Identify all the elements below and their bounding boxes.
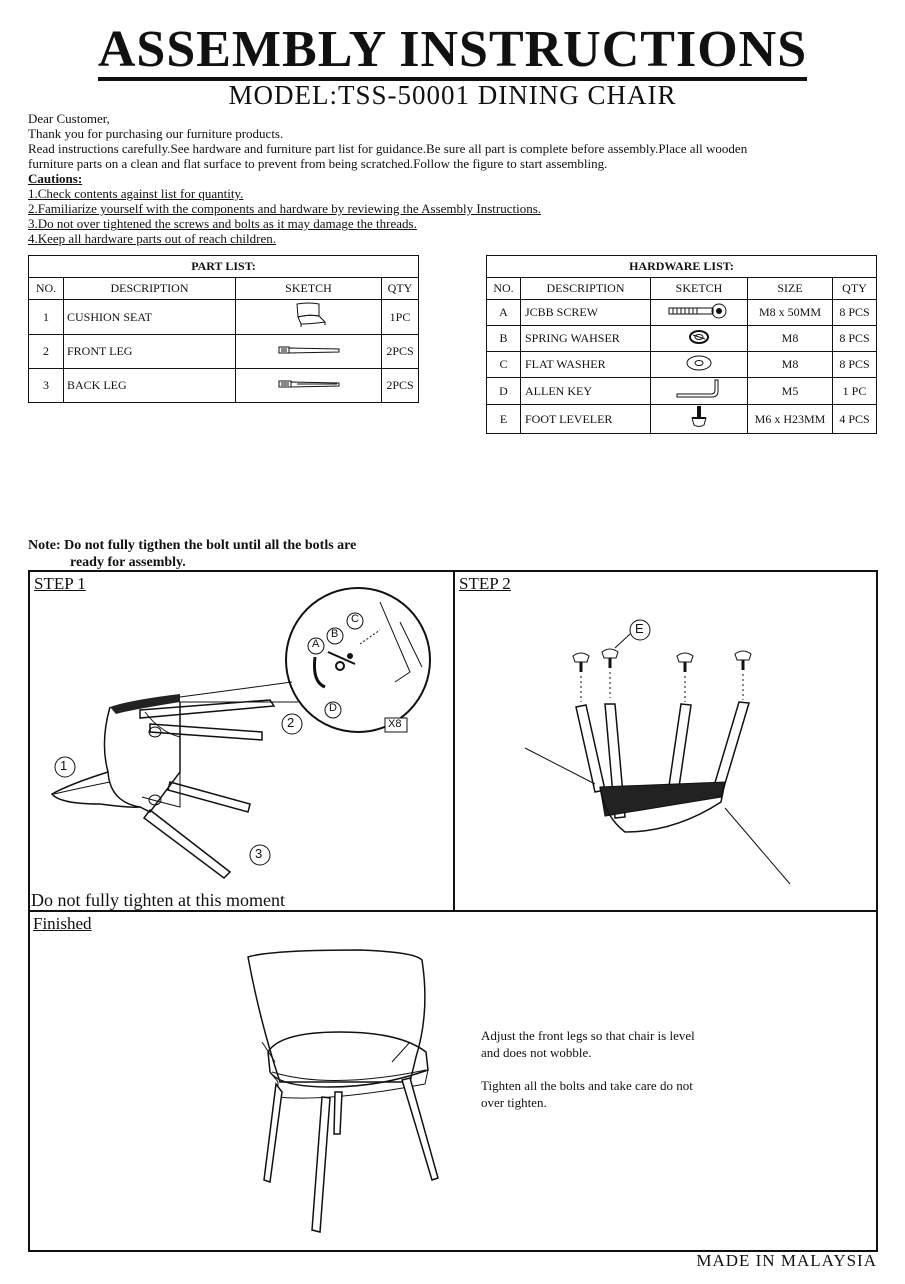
callout-2: 2 xyxy=(287,715,295,730)
table-row xyxy=(487,352,877,378)
row-qty: 8 PCS xyxy=(833,326,877,352)
row-size: M6 x H23MM xyxy=(748,405,833,434)
advice-line: Tighten all the bolts and take care do not xyxy=(481,1078,693,1093)
row-no: 1 xyxy=(29,300,64,335)
row-size: M5 xyxy=(748,378,833,405)
table-row xyxy=(487,378,877,405)
row-size: M8 xyxy=(748,352,833,378)
table-row xyxy=(29,369,419,403)
callout-c: C xyxy=(351,613,359,625)
quantity-x8: X8 xyxy=(388,718,402,730)
seat-sketch xyxy=(236,300,382,335)
row-description: SPRING WAHSER xyxy=(521,326,651,352)
header-description: DESCRIPTION xyxy=(521,278,651,300)
table-row xyxy=(487,300,877,326)
row-no: 2 xyxy=(29,335,64,369)
row-no: A xyxy=(487,300,521,326)
greeting: Dear Customer, xyxy=(28,111,110,126)
hardware-list-title: HARDWARE LIST: xyxy=(487,256,877,278)
front-leg-sketch xyxy=(236,335,382,369)
row-qty: 2PCS xyxy=(382,335,419,369)
table-row xyxy=(487,405,877,434)
caution-item: 4.Keep all hardware parts out of reach children. xyxy=(28,231,276,246)
callout-1: 1 xyxy=(60,758,68,773)
caution-item: 1.Check contents against list for quantity. xyxy=(28,186,244,201)
document-title: ASSEMBLY INSTRUCTIONS xyxy=(0,20,905,81)
model-name: MODEL:TSS-50001 DINING CHAIR xyxy=(228,80,677,110)
row-size: M8 xyxy=(748,326,833,352)
allen-key-icon xyxy=(651,378,748,405)
origin-footer: MADE IN MALAYSIA xyxy=(696,1251,877,1270)
row-description: JCBB SCREW xyxy=(521,300,651,326)
row-no: D xyxy=(487,378,521,405)
header-no: NO. xyxy=(487,278,521,300)
table-row xyxy=(487,326,877,352)
screw-icon xyxy=(651,300,748,326)
row-description: FOOT LEVELER xyxy=(521,405,651,434)
table-row xyxy=(29,300,419,335)
advice-line: and does not wobble. xyxy=(481,1045,592,1060)
row-no: E xyxy=(487,405,521,434)
row-qty: 1 PC xyxy=(833,378,877,405)
callout-3: 3 xyxy=(255,846,263,861)
instructions-line-2: furniture parts on a clean and flat surface to prevent from being scratched.Follow the figure to start assembling. xyxy=(28,156,608,171)
row-qty: 1PC xyxy=(382,300,419,335)
row-description: BACK LEG xyxy=(64,369,236,403)
note-line-1: Note: Do not fully tigthen the bolt until all the botls are xyxy=(28,538,357,553)
header-size: SIZE xyxy=(748,278,833,300)
header-sketch: SKETCH xyxy=(236,278,382,300)
header-qty: QTY xyxy=(833,278,877,300)
finish-advice xyxy=(481,1027,781,1111)
note-line-2: ready for assembly. xyxy=(70,555,186,570)
header-qty: QTY xyxy=(382,278,419,300)
callout-d: D xyxy=(329,702,337,714)
row-size: M8 x 50MM xyxy=(748,300,833,326)
spring-washer-icon xyxy=(651,326,748,352)
step1-panel xyxy=(28,570,455,912)
row-qty: 2PCS xyxy=(382,369,419,403)
cautions-title: Cautions: xyxy=(28,171,83,186)
assembly-note xyxy=(28,537,356,571)
step2-panel xyxy=(453,570,878,912)
row-no: 3 xyxy=(29,369,64,403)
intro-text xyxy=(28,111,878,246)
part-list-title: PART LIST: xyxy=(29,256,419,278)
advice-line: Adjust the front legs so that chair is level xyxy=(481,1028,695,1043)
row-description: ALLEN KEY xyxy=(521,378,651,405)
header-no: NO. xyxy=(29,278,64,300)
row-description: FLAT WASHER xyxy=(521,352,651,378)
flat-washer-icon xyxy=(651,352,748,378)
row-qty: 4 PCS xyxy=(833,405,877,434)
row-no: B xyxy=(487,326,521,352)
instructions-line-1: Read instructions carefully.See hardware and furniture part list for guidance.Be sure all part is complete before assembly.Place all wooden xyxy=(28,141,748,156)
caution-item: 3.Do not over tightened the screws and bolts as it may damage the threads. xyxy=(28,216,417,231)
step1-illustration xyxy=(30,572,455,912)
finished-label: Finished xyxy=(33,914,92,933)
part-list-table xyxy=(28,255,419,403)
hardware-list-table xyxy=(486,255,877,434)
step1-label: STEP 1 xyxy=(34,574,86,593)
row-description: CUSHION SEAT xyxy=(64,300,236,335)
advice-line: over tighten. xyxy=(481,1095,547,1110)
row-description: FRONT LEG xyxy=(64,335,236,369)
caution-item: 2.Familiarize yourself with the components and hardware by reviewing the Assembly Instructions. xyxy=(28,201,542,216)
row-qty: 8 PCS xyxy=(833,352,877,378)
step2-label: STEP 2 xyxy=(459,574,511,593)
header-description: DESCRIPTION xyxy=(64,278,236,300)
foot-leveler-icon xyxy=(651,405,748,434)
step1-caption: Do not fully tighten at this moment xyxy=(31,890,285,910)
callout-e: E xyxy=(635,621,644,636)
row-qty: 8 PCS xyxy=(833,300,877,326)
step2-illustration xyxy=(455,572,878,912)
callout-a: A xyxy=(312,638,320,650)
row-no: C xyxy=(487,352,521,378)
back-leg-sketch xyxy=(236,369,382,403)
table-row xyxy=(29,335,419,369)
header-sketch: SKETCH xyxy=(651,278,748,300)
thanks-line: Thank you for purchasing our furniture products. xyxy=(28,126,284,141)
chair-back-top xyxy=(110,694,180,714)
callout-b: B xyxy=(331,628,339,640)
